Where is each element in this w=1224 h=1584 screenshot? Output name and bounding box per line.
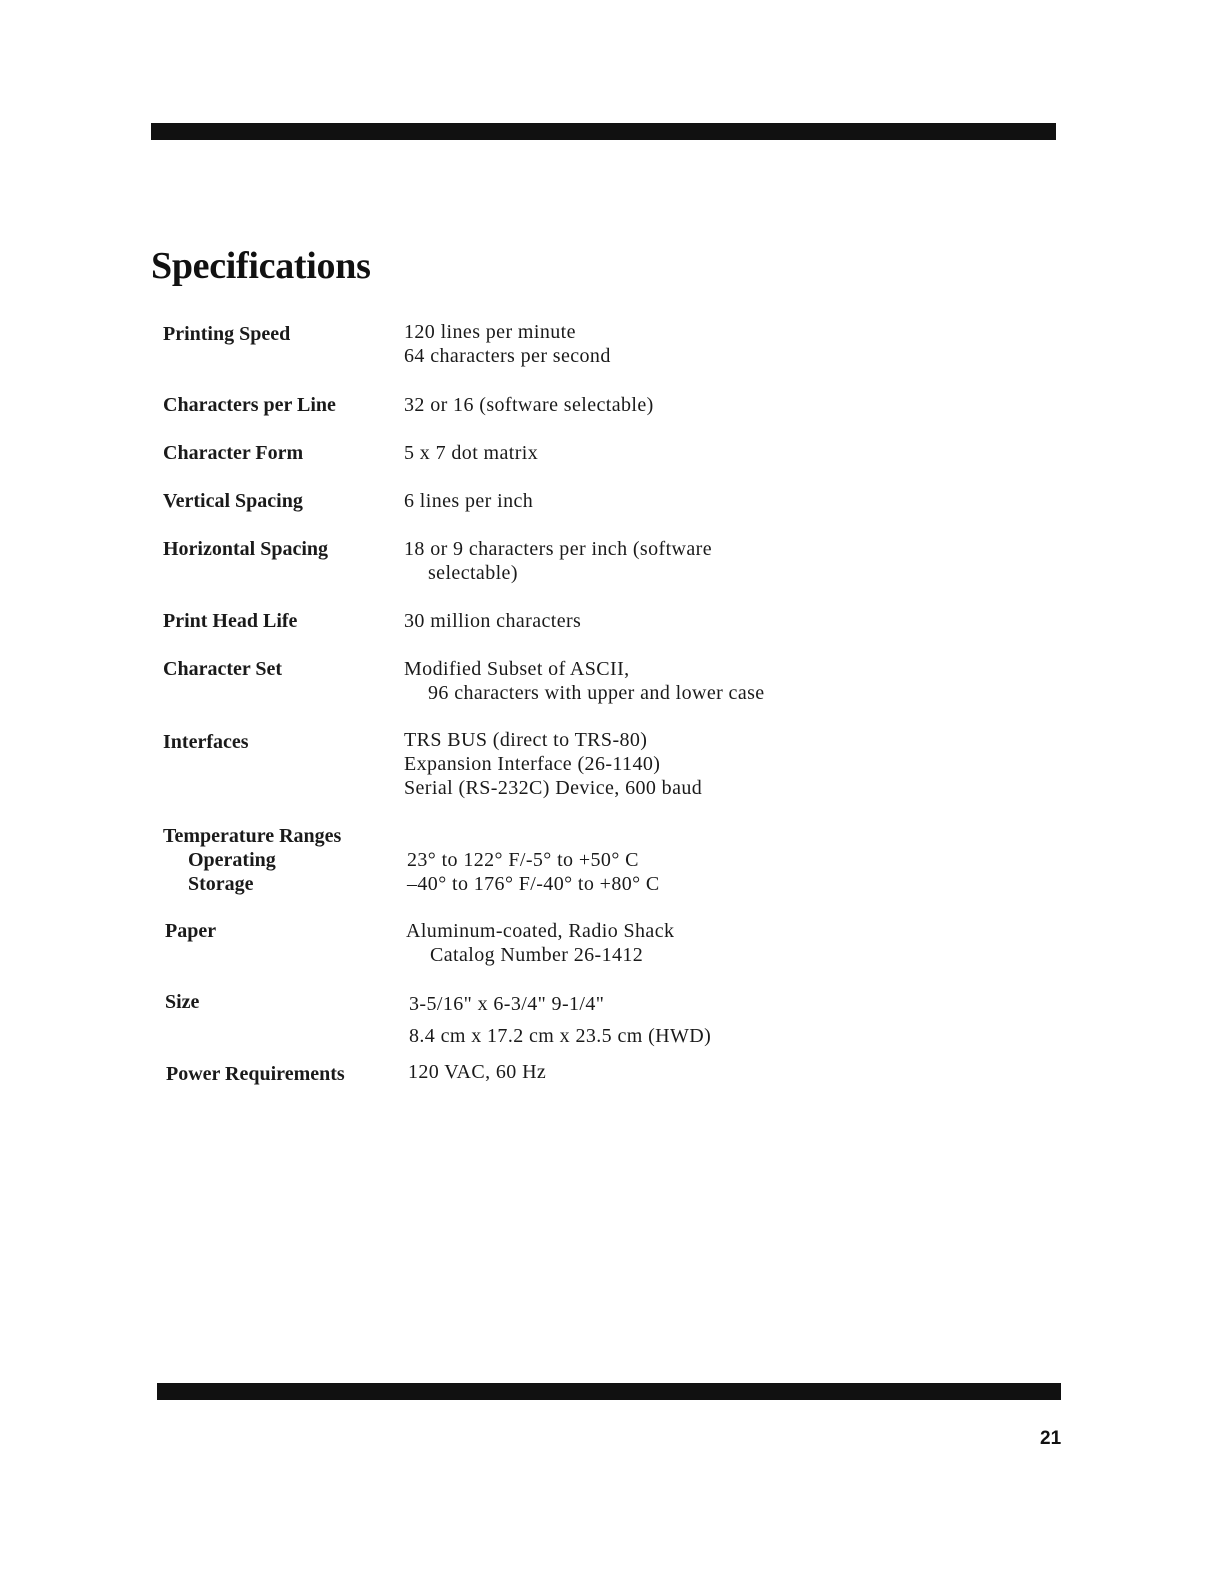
spec-values [404,657,765,705]
spec-values [404,728,702,800]
spec-value: 120 VAC, 60 Hz [408,1061,547,1083]
page-title: Specifications [151,245,371,287]
spec-value: –40° to 176° F/-40° to +80° C [407,873,660,895]
spec-label: Printing Speed [163,323,291,345]
spec-sub-label-operating: Operating [188,849,276,871]
page-number: 21 [1040,1428,1062,1449]
spec-value: Serial (RS-232C) Device, 600 baud [404,777,703,799]
spec-label: Characters per Line [163,394,336,416]
spec-value: Expansion Interface (26-1140) [404,753,661,775]
spec-sub-label-storage: Storage [188,873,254,895]
spec-values [409,988,711,1052]
spec-label: Size [165,991,200,1013]
spec-value: 6 lines per inch [404,490,534,512]
spec-value: TRS BUS (direct to TRS-80) [404,729,648,751]
bottom-rule [157,1383,1061,1400]
spec-label: Paper [165,920,217,942]
spec-value: 30 million characters [404,610,582,632]
spec-values [404,320,611,368]
spec-label [163,824,341,896]
spec-values [408,1060,546,1084]
spec-label: Print Head Life [163,610,298,632]
spec-values [404,609,581,633]
spec-label: Vertical Spacing [163,490,303,512]
spec-label: Character Form [163,442,304,464]
spec-value: 3-5/16" x 6-3/4" 9-1/4" [409,993,605,1015]
spec-label-main: Temperature Ranges [163,825,342,847]
spec-label: Interfaces [163,731,249,753]
spec-value: 18 or 9 characters per inch (software [404,538,712,560]
spec-value: 120 lines per minute [404,321,576,343]
spec-value: Aluminum-coated, Radio Shack [406,920,675,942]
spec-value: 8.4 cm x 17.2 cm x 23.5 cm (HWD) [409,1025,712,1047]
spec-value: 32 or 16 (software selectable) [404,394,654,416]
spec-values [404,441,538,465]
spec-values [404,393,654,417]
spec-value: Modified Subset of ASCII, [404,658,630,680]
top-rule [151,123,1056,140]
spec-value: 23° to 122° F/-5° to +50° C [407,849,639,871]
spec-values [404,537,712,585]
spec-values [406,919,674,967]
spec-values [404,489,533,513]
spec-value: selectable) [428,562,518,584]
spec-value: Catalog Number 26-1412 [430,944,644,966]
spec-values [404,848,660,896]
spec-label: Power Requirements [166,1063,345,1085]
spec-value: 96 characters with upper and lower case [428,682,765,704]
spec-value: 64 characters per second [404,345,611,367]
spec-label: Horizontal Spacing [163,538,329,560]
spec-value: 5 x 7 dot matrix [404,442,539,464]
spec-label: Character Set [163,658,283,680]
